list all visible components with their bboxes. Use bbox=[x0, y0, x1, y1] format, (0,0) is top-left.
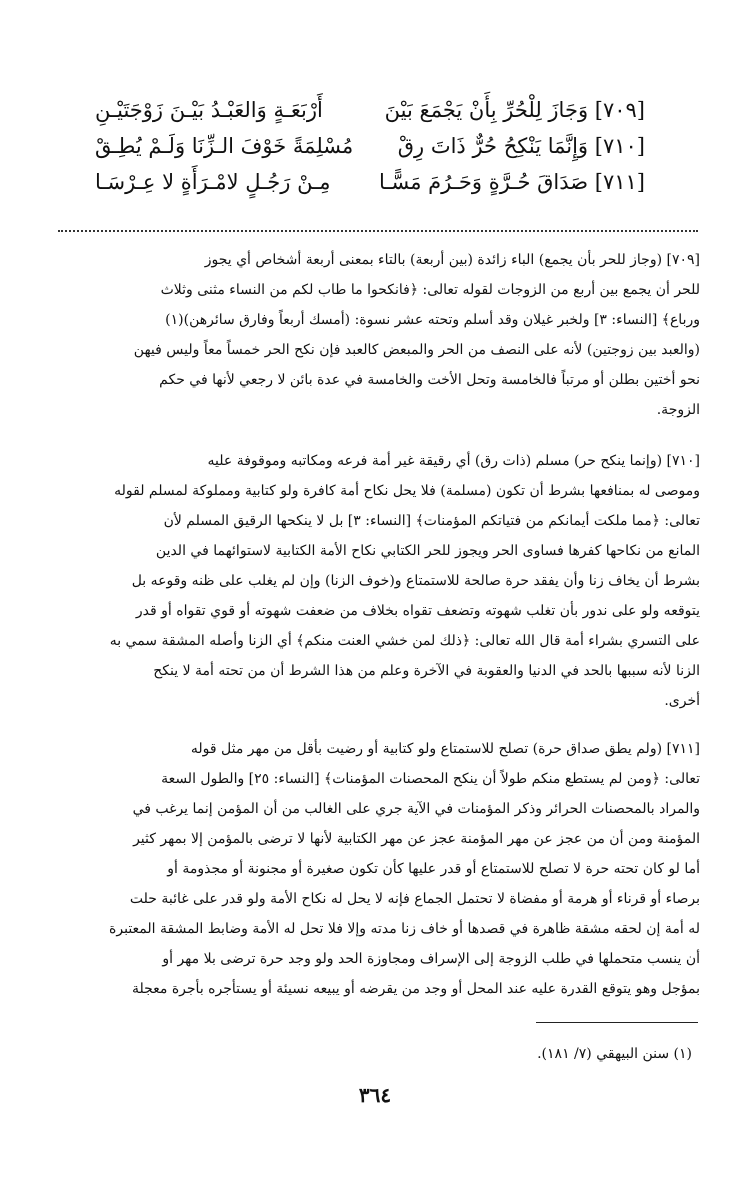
verse-first-hemistich: [٧١٠] وَإِنَّمَا يَنْكِحُ حُرٌّ ذَاتَ رِقْ bbox=[397, 134, 645, 158]
text-line: يتوقعه ولو على ندور بأن تغلب شهوته وتضعف تقواه بخلاف من ضعفت شهوته أو قوي تقواه أو قدر bbox=[135, 603, 700, 619]
text-line: على التسري بشراء أمة قال الله تعالى: ﴿ذلك لمن خشي العنت منكم﴾ أي الزنا وأصله المشقة سمي به bbox=[109, 633, 700, 649]
text-line: الزنا لأنه سببها بالحد في الدنيا والعقوبة في الآخرة وعلم من هذا الشرط أن من تحته أمة لا ينكح bbox=[153, 663, 700, 679]
dotted-separator bbox=[58, 230, 698, 232]
verse-block bbox=[95, 92, 645, 200]
verse-second-hemistich: مُسْلِمَةً خَوْفَ الـزِّنَا وَلَـمْ يُطِـقْ bbox=[95, 134, 354, 158]
text-line: بمؤجل وهو يتوقع القدرة عليه عند المحل أو وجد من يقرضه أو يبيعه نسيئة أو يستأجره بأجرة معجلة bbox=[131, 981, 700, 997]
text-line: له أمة إن لحقه مشقة ظاهرة في قصدها أو خاف زنا مدته وإلا فلا تحل له الأمة وضابط المشقة المعتبرة bbox=[109, 921, 700, 937]
text-line: نحو أختين بطلن أو مرتباً فالخامسة وتحل الأخت والخامسة في عدة بائن لا رجعي لأنها في حكم bbox=[159, 372, 700, 388]
verse-second-hemistich: أَرْبَعَـةٍ وَالعَبْـدُ بَيْـنَ زَوْجَتَيْـنِ bbox=[95, 98, 323, 122]
text-line: المؤمنة ومن أن من عجز عن مهر المؤمنة عجز عن مهر الكتابية لأنها لا ترضى بالمؤمن إلا بمهر كثير bbox=[133, 831, 700, 847]
verse-line bbox=[95, 92, 645, 128]
page-number: ٣٦٤ bbox=[358, 1083, 392, 1107]
text-line: بشرط أن يخاف زنا وأن يفقد حرة صالحة للاستمتاع و(خوف الزنا) وإن لم يغلب على ظنه وقوعه بل bbox=[131, 573, 700, 589]
text-line: [٧١١] (ولم يطق صداق حرة) تصلح للاستمتاع ولو كتابية أو رضيت بأقل من مهر مثل قوله bbox=[190, 741, 700, 757]
footnote-separator bbox=[536, 1022, 698, 1023]
text-line: وموصى له بمنافعها بشرط أن تكون (مسلمة) فلا يحل نكاح أمة كافرة ولو كتابية ومملوكة لمسلم لقوله bbox=[114, 483, 700, 499]
text-line: الزوجة. bbox=[656, 402, 700, 418]
text-line: [٧١٠] (وإنما ينكح حر) مسلم (ذات رق) أي رقيقة غير أمة فرعه ومكاتبه وموقوفة عليه bbox=[207, 453, 700, 469]
text-line: تعالى: ﴿مما ملكت أيمانكم من فتياتكم المؤمنات﴾ [النساء: ٣] بل لا ينكحها الرقيق المسلم لأن bbox=[163, 513, 700, 529]
verse-line bbox=[95, 128, 645, 164]
verse-first-hemistich: [٧٠٩] وَجَازَ لِلْحُرِّ بِأَنْ يَجْمَعَ بَيْنَ bbox=[384, 98, 645, 122]
footnote: (١) سنن البيهقي (٧/ ١٨١). bbox=[537, 1046, 692, 1062]
text-line: برصاء أو قرناء أو هرمة أو مفضاة لا تحتمل الجماع فإنه لا يحل له نكاح الأمة ولو قدر على غائبة حلت bbox=[129, 891, 700, 907]
text-line: ورباع﴾ [النساء: ٣] ولخبر غيلان وقد أسلم وتحته عشر نسوة: (أمسك أربعاً وفارق سائرهن)(١) bbox=[165, 312, 700, 328]
text-line: أخرى. bbox=[664, 693, 700, 709]
text-line: للحر أن يجمع بين أربع من الزوجات لقوله تعالى: ﴿فانكحوا ما طاب لكم من النساء مثنى وثلاث bbox=[160, 282, 700, 298]
verse-first-hemistich: [٧١١] صَدَاقَ حُـرَّةٍ وَحَـرُمَ مَسًّـا bbox=[378, 170, 645, 194]
text-line: [٧٠٩] (وجاز للحر بأن يجمع) الباء زائدة (بين أربعة) بالتاء بمعنى أربعة أشخاص أي يجوز bbox=[204, 252, 700, 268]
commentary-paragraph-711 bbox=[52, 734, 700, 1004]
commentary-paragraph-710 bbox=[52, 446, 700, 716]
text-line: والمراد بالمحصنات الحرائر وذكر المؤمنات في الآية جري على الغالب من أن المؤمن إنما يرغب في bbox=[132, 801, 700, 817]
commentary-paragraph-709 bbox=[52, 245, 700, 425]
verse-second-hemistich: مِـنْ رَجُـلٍ لامْـرَأَةٍ لا عِـرْسَـا bbox=[95, 170, 331, 194]
text-line: أما لو كان تحته حرة لا تصلح للاستمتاع أو قدر عليها كأن تكون صغيرة أو مجنونة أو مجذومة أو bbox=[167, 861, 700, 877]
text-line: (والعبد بين زوجتين) لأنه على النصف من الحر والمبعض كالعبد فإن نكح الحر خمساً معاً وليس فيهن bbox=[133, 342, 700, 358]
verse-line bbox=[95, 164, 645, 200]
text-line: المانع من نكاحها كفرها فساوى الحر ويجوز للحر الكتابي نكاح الأمة الكتابية لاستوائهما في الدين bbox=[155, 543, 700, 559]
text-line: تعالى: ﴿ومن لم يستطع منكم طولاً أن ينكح المحصنات المؤمنات﴾ [النساء: ٢٥] والطول السعة bbox=[161, 771, 700, 787]
text-line: أن ينسب متحملها في طلب الزوجة إلى الإسراف ومجاوزة الحد ولو وجد حرة ترضى بلا مهر أو bbox=[162, 951, 700, 967]
